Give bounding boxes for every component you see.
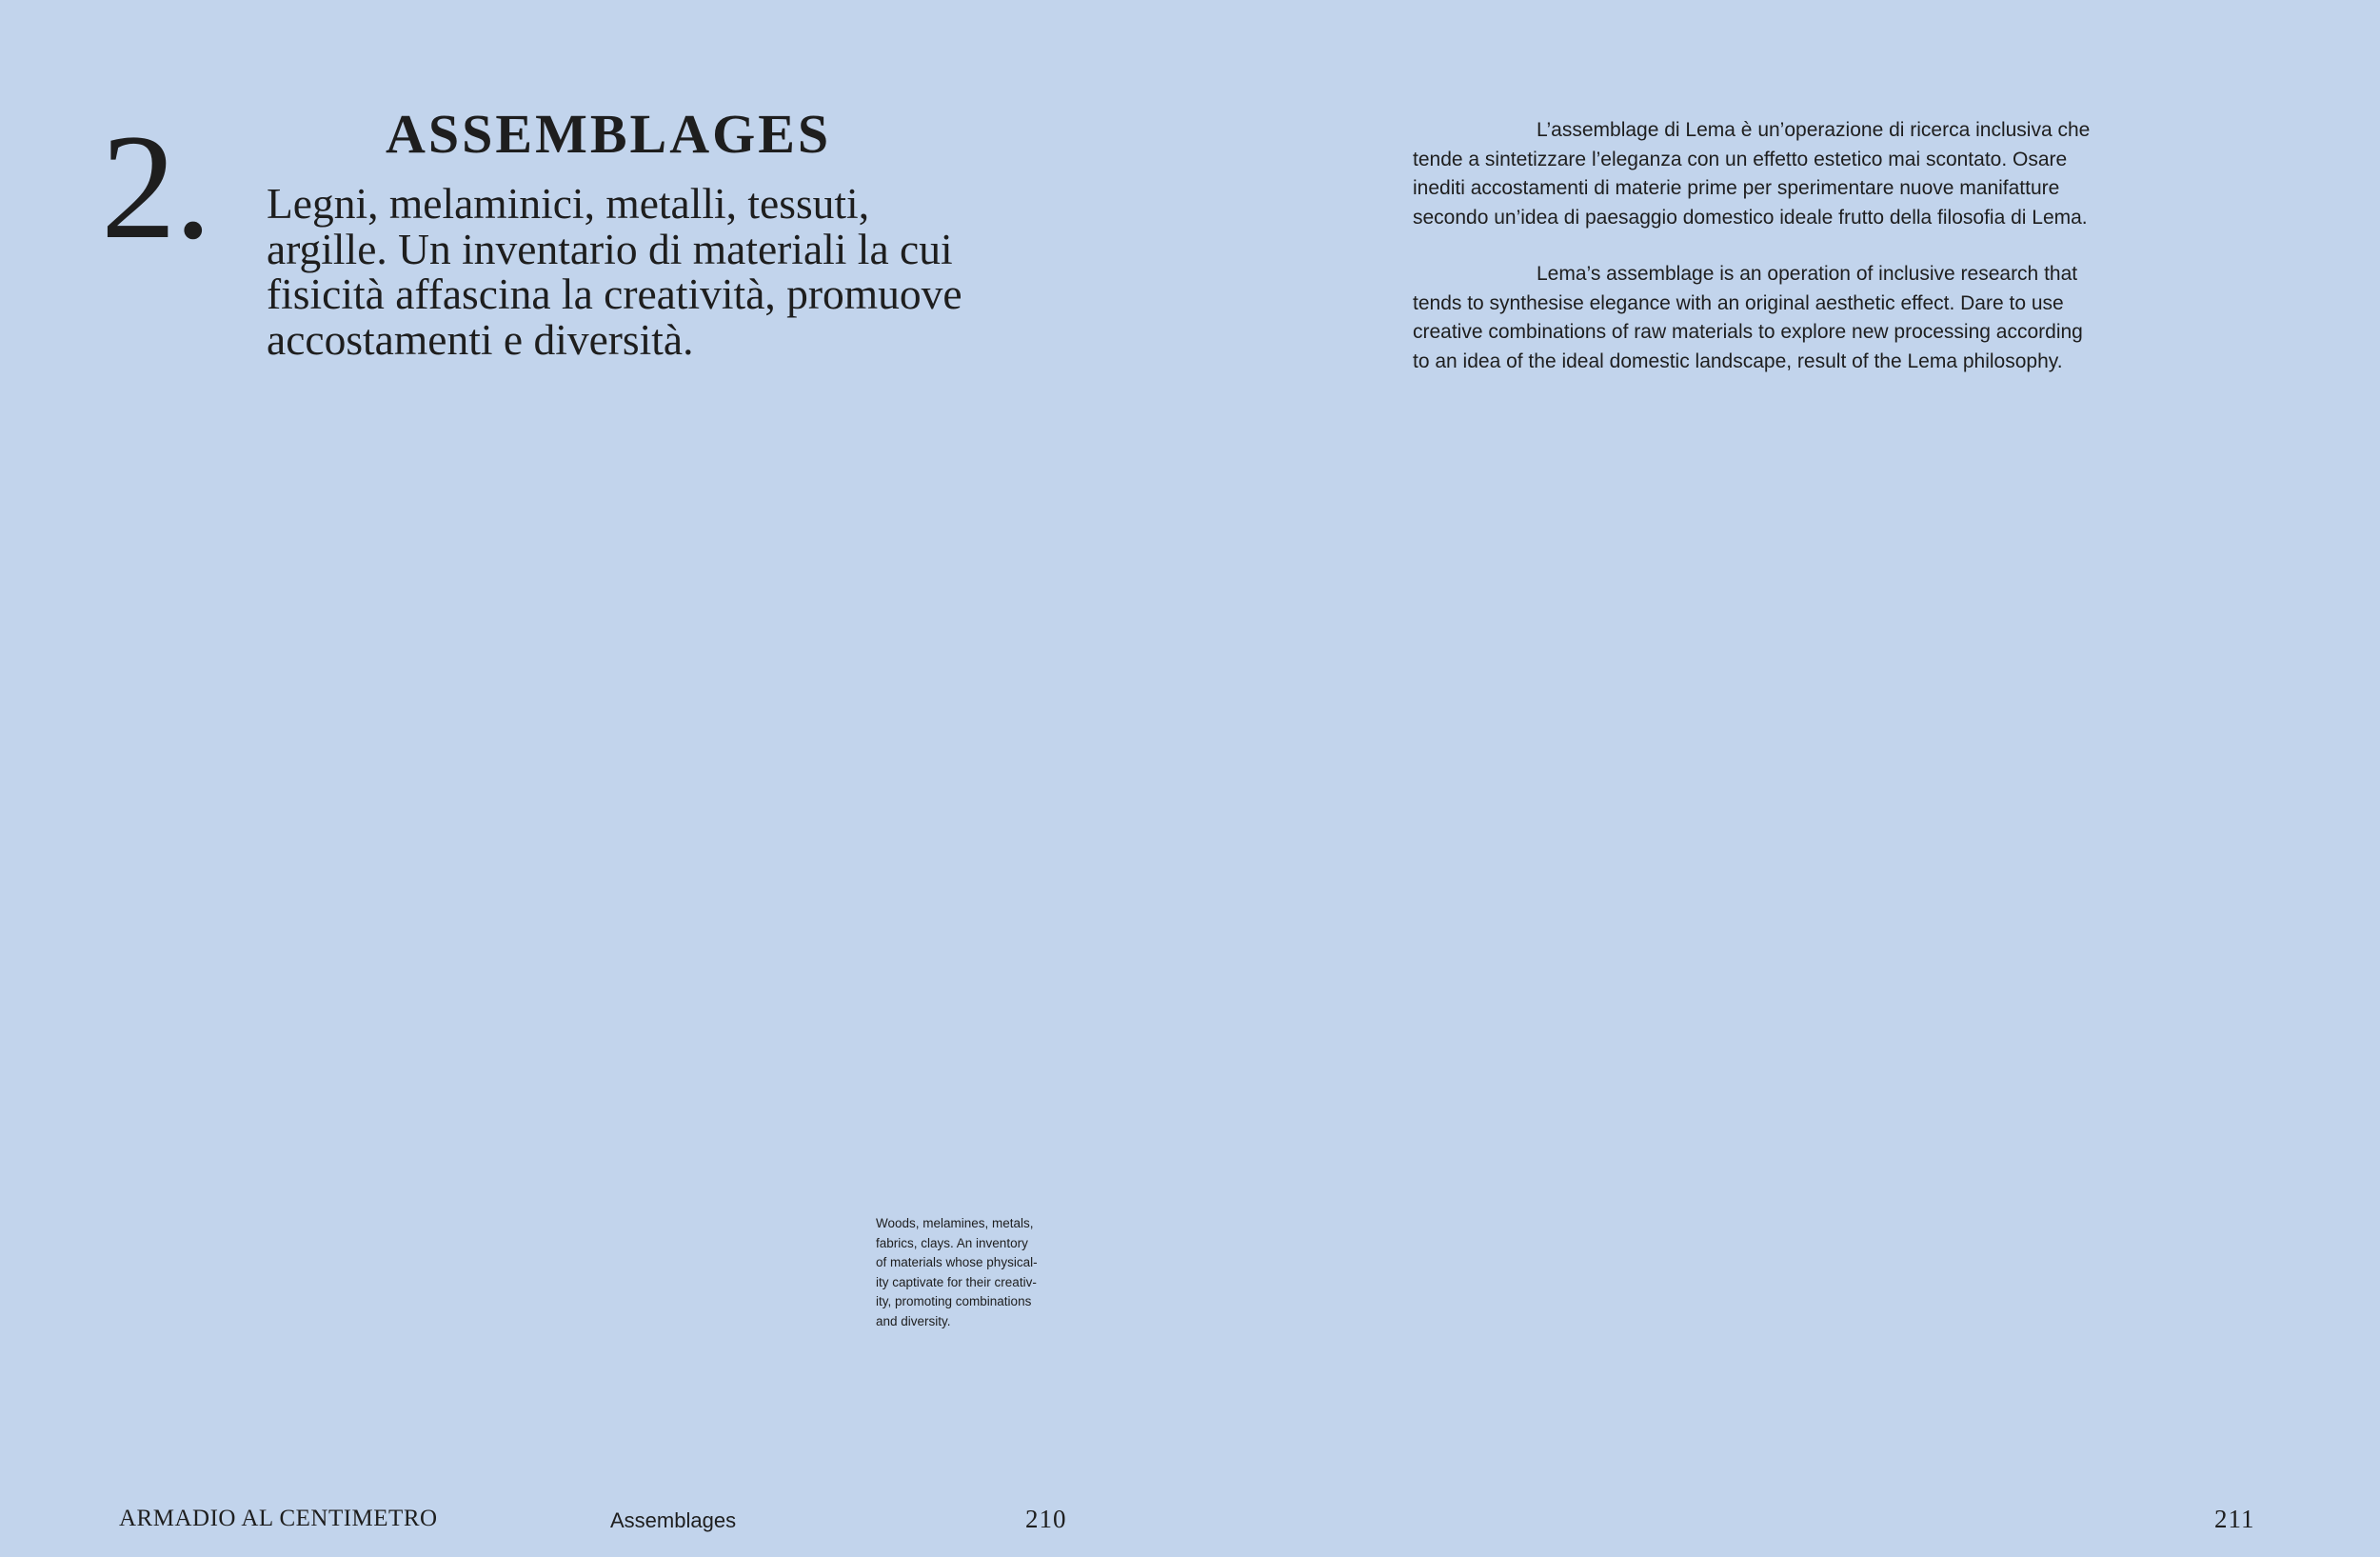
- body-line: tends to synthesise elegance with an original aesthetic effect. Dare to use: [1413, 291, 2064, 314]
- intro-line: argille. Un inventario di materiali la cui: [267, 224, 953, 273]
- footer-section-name: Assemblages: [610, 1508, 737, 1532]
- body-line: Lema’s assemblage is an operation of inclusive research that: [1537, 263, 2078, 285]
- body-paragraph-english: [1413, 260, 2193, 376]
- caption-english: [876, 1214, 1104, 1331]
- body-line: creative combinations of raw materials to explore new processing according: [1413, 321, 2083, 343]
- intro-line: Legni, melaminici, metalli, tessuti,: [267, 179, 870, 228]
- body-line: inediti accostamenti di materie prime per sperimentare nuove manifatture: [1413, 177, 2060, 199]
- body-paragraph-italian: [1413, 116, 2193, 232]
- caption-line: Woods, melamines, metals,: [876, 1216, 1034, 1230]
- body-line: to an idea of the ideal domestic landscape, result of the Lema philosophy.: [1413, 349, 2063, 372]
- body-line: L’assemblage di Lema è un’operazione di ricerca inclusiva che: [1537, 119, 2091, 141]
- caption-line: ity captivate for their creativ-: [876, 1274, 1037, 1289]
- chapter-number: 2.: [101, 104, 210, 270]
- body-line: tende a sintetizzare l’eleganza con un effetto estetico mai scontato. Osare: [1413, 148, 2068, 170]
- caption-line: fabrics, clays. An inventory: [876, 1235, 1028, 1250]
- caption-line: of materials whose physical-: [876, 1255, 1038, 1269]
- section-title: ASSEMBLAGES: [386, 103, 832, 165]
- body-line: secondo un’idea di paesaggio domestico ideale frutto della filosofia di Lema.: [1413, 206, 2088, 229]
- page-number-right: 211: [2214, 1505, 2255, 1533]
- caption-line: and diversity.: [876, 1313, 951, 1328]
- intro-line: fisicità affascina la creatività, promuove: [267, 269, 962, 318]
- intro-paragraph-italian: [267, 181, 1019, 362]
- footer-book-title: ARMADIO AL CENTIMETRO: [119, 1506, 438, 1531]
- caption-line: ity, promoting combinations: [876, 1294, 1032, 1308]
- intro-line: accostamenti e diversità.: [267, 314, 694, 364]
- page-number-left: 210: [1025, 1505, 1067, 1533]
